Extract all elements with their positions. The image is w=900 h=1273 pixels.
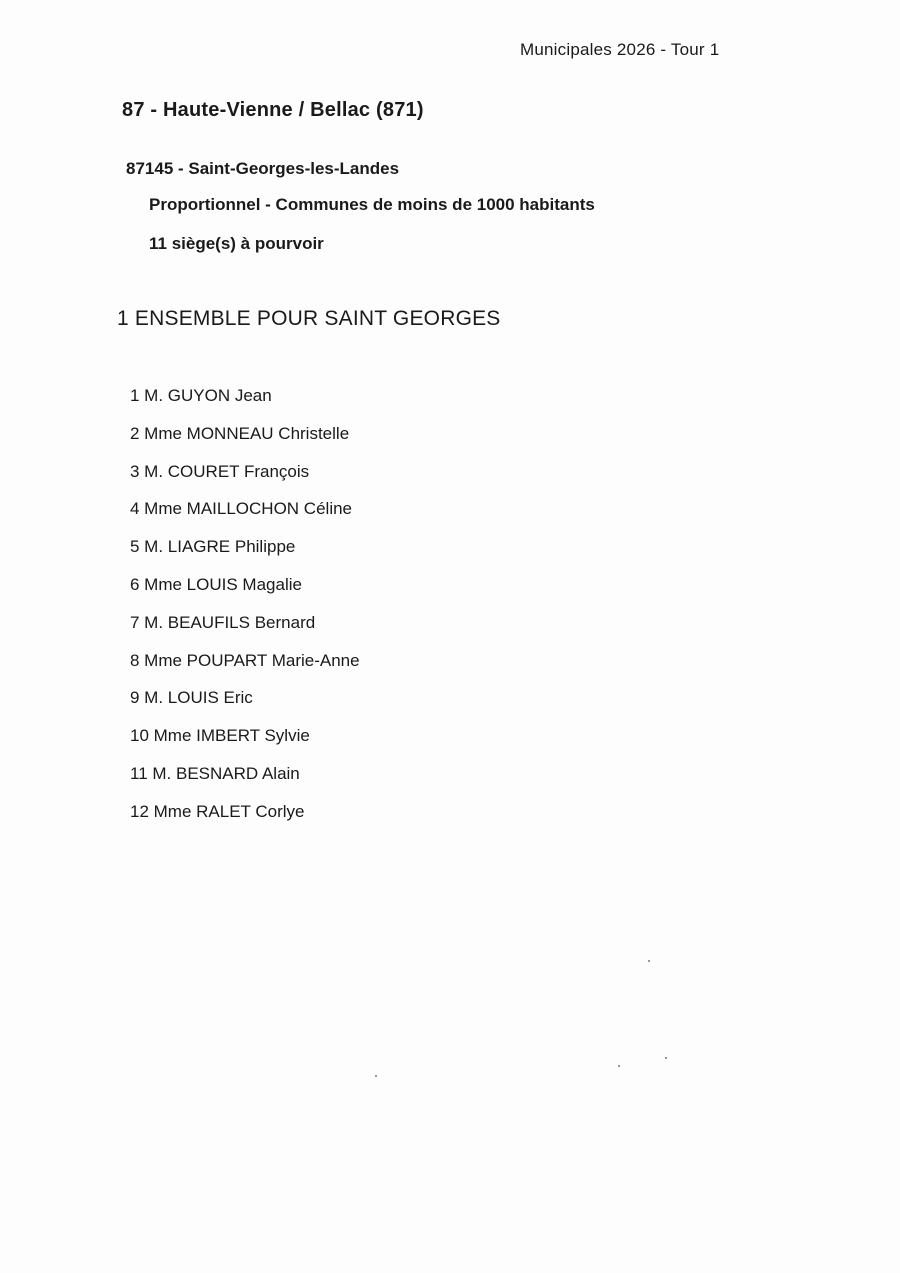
commune-heading: 87145 - Saint-Georges-les-Landes xyxy=(126,159,400,178)
voting-mode: Proportionnel - Communes de moins de 1000 habitants xyxy=(149,195,595,214)
candidate-list xyxy=(130,385,360,839)
candidate-item: 9 M. LOUIS Eric xyxy=(130,688,253,708)
candidate-item: 11 M. BESNARD Alain xyxy=(130,763,300,783)
candidate-item: 12 Mme RALET Corlye xyxy=(130,801,305,821)
scan-speck xyxy=(665,1057,667,1059)
candidate-item: 6 Mme LOUIS Magalie xyxy=(130,574,302,594)
scan-speck xyxy=(375,1075,377,1077)
department-heading: 87 - Haute-Vienne / Bellac (871) xyxy=(122,99,424,121)
candidate-item: 4 Mme MAILLOCHON Céline xyxy=(130,499,353,519)
seats-to-fill: 11 siège(s) à pourvoir xyxy=(149,234,324,253)
election-header: Municipales 2026 - Tour 1 xyxy=(520,40,720,59)
candidate-item: 7 M. BEAUFILS Bernard xyxy=(130,612,316,632)
candidate-item: 5 M. LIAGRE Philippe xyxy=(130,537,296,557)
candidate-item: 10 Mme IMBERT Sylvie xyxy=(130,726,310,746)
candidate-item: 3 M. COURET François xyxy=(130,461,310,481)
scan-speck xyxy=(648,960,650,962)
candidate-item: 1 M. GUYON Jean xyxy=(130,386,272,405)
list-title: 1 ENSEMBLE POUR SAINT GEORGES xyxy=(117,307,501,330)
candidate-item: 2 Mme MONNEAU Christelle xyxy=(130,423,350,443)
scan-speck xyxy=(618,1065,620,1067)
candidate-item: 8 Mme POUPART Marie-Anne xyxy=(130,650,360,670)
